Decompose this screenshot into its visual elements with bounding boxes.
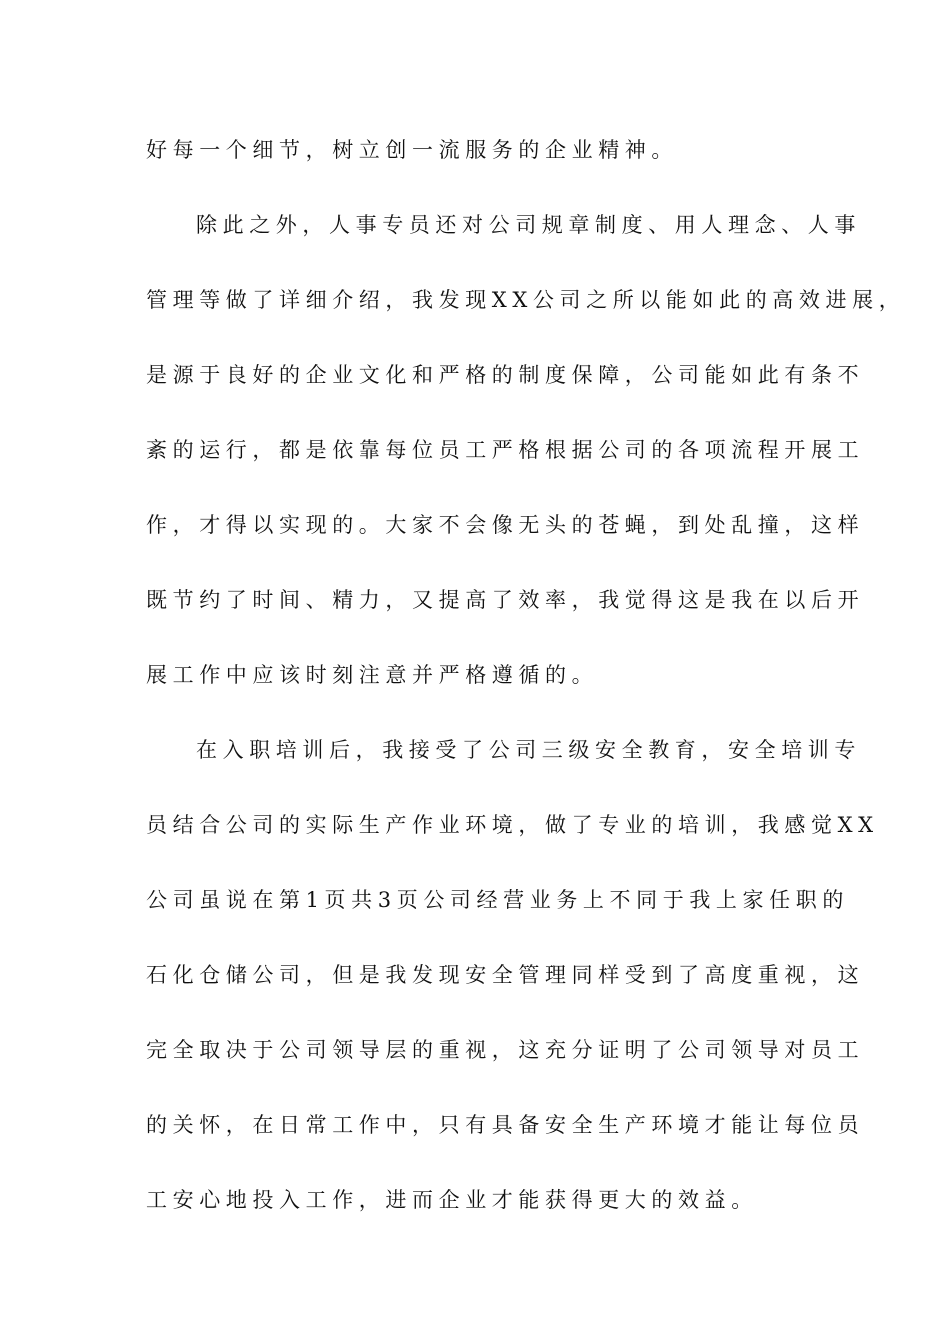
paragraph-line: 管理等做了详细介绍，我发现XX公司之所以能如此的高效进展， (146, 288, 906, 312)
paragraph-line: 工安心地投入工作，进而企业才能获得更大的效益。 (146, 1188, 758, 1212)
paragraph-line: 作，才得以实现的。大家不会像无头的苍蝇，到处乱撞，这样 (146, 513, 865, 537)
paragraph-line: 员结合公司的实际生产作业环境，做了专业的培训，我感觉XX (146, 813, 879, 837)
paragraph-line: 公司虽说在第1页共3页公司经营业务上不同于我上家任职的 (146, 888, 849, 912)
paragraph-line: 展工作中应该时刻注意并严格遵循的。 (146, 663, 599, 687)
paragraph-line: 完全取决于公司领导层的重视，这充分证明了公司领导对员工 (146, 1038, 865, 1062)
paragraph-line: 的关怀，在日常工作中，只有具备安全生产环境才能让每位员 (146, 1113, 865, 1137)
paragraph-line: 既节约了时间、精力，又提高了效率，我觉得这是我在以后开 (146, 588, 865, 612)
paragraph-line: 在入职培训后，我接受了公司三级安全教育，安全培训专 (196, 738, 861, 762)
paragraph-line: 是源于良好的企业文化和严格的制度保障，公司能如此有条不 (146, 363, 865, 387)
paragraph-line: 除此之外，人事专员还对公司规章制度、用人理念、人事 (196, 213, 861, 237)
paragraph-line: 石化仓储公司，但是我发现安全管理同样受到了高度重视，这 (146, 963, 865, 987)
paragraph-line: 好每一个细节，树立创一流服务的企业精神。 (146, 138, 678, 162)
paragraph-line: 紊的运行，都是依靠每位员工严格根据公司的各项流程开展工 (146, 438, 865, 462)
